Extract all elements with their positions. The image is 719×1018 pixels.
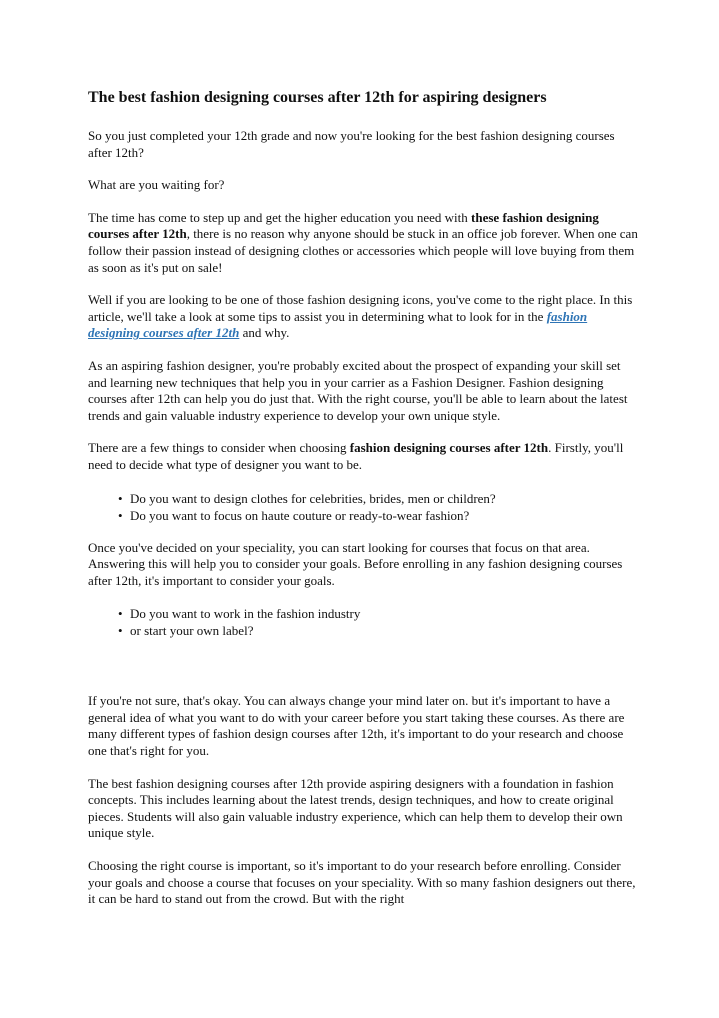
- paragraph-best-courses: The best fashion designing courses after 12th provide aspiring designers with a foundation in fashion concepts. This includes learning about the latest trends, design techniques, and how to create original pieces. Students will also gain valuable industry experience, which can help them to develop their own unique style.: [88, 775, 623, 841]
- paragraph-time-has-come: [88, 210, 639, 276]
- list-item: [118, 605, 639, 622]
- paragraph-speciality: Once you've decided on your speciality, you can start looking for courses that focus on that area. Answering this will help you to consider your goals. Before enrolling in any fashion designing courses after 12th, it's important to consider your goals.: [88, 539, 623, 588]
- spacer: [88, 655, 639, 693]
- paragraph-text: The time has come to step up and get the higher education you need with: [88, 209, 472, 225]
- bold-keyword: fashion designing courses after 12th: [349, 440, 549, 456]
- career-goal-list: [88, 605, 639, 639]
- paragraph-text: and why.: [239, 325, 290, 341]
- paragraph-text: . Firstly, you'll need to decide what type of designer you want to be.: [88, 440, 624, 472]
- designer-type-list: [88, 490, 639, 524]
- list-item-text: Do you want to design clothes for celebrities, brides, men or children?: [130, 490, 496, 506]
- paragraph-things-to-consider: [88, 440, 639, 473]
- bullet-icon: •: [118, 606, 123, 622]
- list-item: [118, 622, 639, 639]
- bullet-icon: •: [118, 623, 123, 639]
- list-item: [118, 507, 639, 524]
- paragraph-text: There are a few things to consider when choosing: [88, 440, 350, 456]
- fashion-courses-link[interactable]: fashion designing courses after 12th: [88, 308, 588, 341]
- bullet-icon: •: [118, 490, 123, 506]
- paragraph-text: , there is no reason why anyone should be stuck in an office job forever. When one can follow their passion instead of designing clothes or accessories which people will love buying from them as soon as it's put on sale!: [88, 226, 638, 275]
- paragraph-text: Well if you are looking to be one of those fashion designing icons, you've come to the right place. In this article, we'll take a look at some tips to assist you in determining what to look for in the: [88, 292, 633, 324]
- paragraph-question: What are you waiting for?: [88, 177, 225, 193]
- paragraph-aspiring-designer: As an aspiring fashion designer, you're probably excited about the prospect of expanding your skill set and learning new techniques that help you in your carrier as a Fashion Designer. Fashion designing courses after 12th can help you do just that. With the right course, you'll be able to learn about the latest trends and gain valuable industry experience to develop your own unique style.: [88, 357, 628, 423]
- list-item-text: or start your own label?: [130, 623, 254, 639]
- list-item: [118, 490, 639, 507]
- paragraph-not-sure: If you're not sure, that's okay. You can always change your mind later on. but it's important to have a general idea of what you want to do with your career before you start taking these courses. As there are many different types of fashion design courses after 12th, it's important to do your research and choose one that's right for you.: [88, 693, 625, 759]
- paragraph-intro: So you just completed your 12th grade and now you're looking for the best fashion designing courses after 12th?: [88, 128, 615, 160]
- bold-keyword: these fashion designing courses after 12th: [88, 209, 599, 242]
- bullet-icon: •: [118, 507, 123, 523]
- paragraph-fashion-icons: [88, 292, 639, 342]
- document-title: The best fashion designing courses after 12th for aspiring designers: [88, 89, 547, 106]
- list-item-text: Do you want to work in the fashion industry: [130, 606, 361, 622]
- list-item-text: Do you want to focus on haute couture or ready-to-wear fashion?: [130, 507, 470, 523]
- paragraph-choosing-course: Choosing the right course is important, so it's important to do your research before enrolling. Consider your goals and choose a course that focuses on your speciality. With so many fashion designers out there, it can be hard to stand out from the crowd. But with the right: [88, 858, 636, 907]
